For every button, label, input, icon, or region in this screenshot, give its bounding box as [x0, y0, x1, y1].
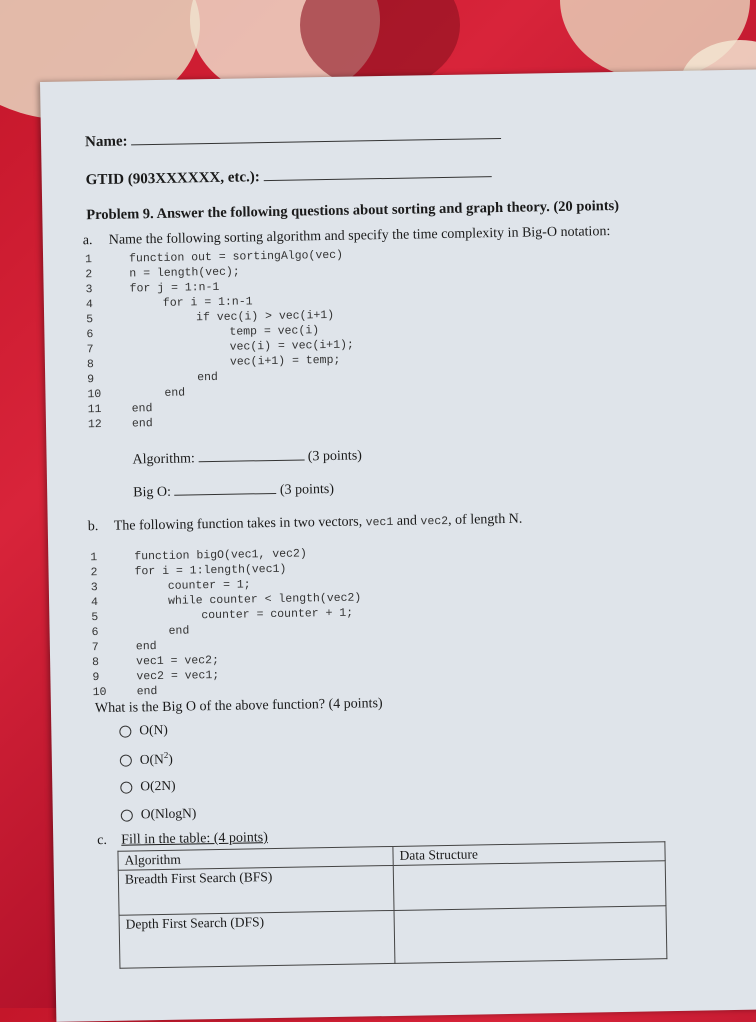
radio-circle-icon[interactable]	[120, 781, 132, 793]
code-line-number: 12	[87, 417, 102, 432]
code-line-number: 9	[87, 373, 95, 387]
code-line-number: 6	[91, 626, 99, 640]
code-line-number: 6	[86, 328, 94, 342]
name-label: Name:	[84, 133, 128, 151]
code-line-number: 3	[90, 581, 98, 595]
part-b-prompt-and: and	[396, 513, 418, 529]
table-header-algorithm: Algorithm	[118, 846, 393, 870]
fill-in-table	[117, 841, 667, 969]
table-header-data-structure: Data Structure	[393, 842, 665, 866]
bigo-row	[133, 478, 334, 502]
algorithm-points: (3 points)	[307, 448, 363, 465]
code-line: end	[135, 640, 157, 654]
option-label: O(N	[139, 751, 164, 767]
code-line: function out = sortingAlgo(vec)	[128, 248, 344, 266]
table-row	[119, 906, 667, 969]
code-line-number: 5	[91, 611, 99, 625]
name-blank[interactable]	[131, 124, 501, 145]
code-line-number: 2	[85, 268, 93, 282]
code-line-number: 1	[90, 551, 98, 565]
option-close-paren: )	[168, 751, 173, 767]
var-vec2: vec2	[420, 514, 449, 529]
radio-circle-icon[interactable]	[121, 809, 133, 821]
part-c-prompt: Fill in the table: (4 points)	[121, 830, 268, 848]
radio-circle-icon[interactable]	[119, 725, 131, 737]
code-line-number: 4	[90, 596, 99, 610]
option-o-nlogn[interactable]	[121, 805, 197, 822]
code-line-number: 1	[84, 253, 93, 267]
part-a-marker: a.	[82, 233, 93, 249]
code-line-number: 4	[85, 298, 93, 312]
table-cell-dfs: Depth First Search (DFS)	[119, 910, 395, 968]
algorithm-label: Algorithm:	[132, 451, 195, 468]
code-line: for j = 1:n-1	[129, 280, 220, 296]
code-line-number: 8	[92, 656, 100, 670]
code-line-number: 10	[87, 387, 102, 402]
code-line: end	[164, 386, 186, 400]
option-o-2n[interactable]	[120, 778, 176, 795]
code-line: vec2 = vec1;	[136, 668, 220, 684]
part-b-question: What is the Big O of the above function? (4 points)	[94, 696, 383, 717]
code-line-number: 5	[86, 313, 94, 327]
radio-circle-icon[interactable]	[120, 755, 132, 767]
var-vec1: vec1	[365, 515, 394, 530]
gtid-label: GTID (903XXXXXX, etc.):	[85, 169, 260, 189]
worksheet-paper	[40, 69, 756, 1022]
part-a-prompt: Name the following sorting algorithm and specify the time complexity in Big-O notation:	[108, 224, 611, 248]
bigo-label: Big O:	[133, 484, 172, 501]
code-line: n = length(vec);	[129, 265, 240, 281]
option-label: O(N)	[139, 721, 168, 738]
code-line-number: 11	[87, 402, 102, 417]
code-line: for i = 1:length(vec1)	[134, 562, 287, 579]
code-line: end	[197, 370, 219, 385]
code-line: temp = vec(i)	[229, 324, 320, 339]
part-b-marker: b.	[87, 519, 99, 535]
code-line: vec(i+1) = temp;	[229, 353, 341, 369]
table-cell-bfs: Breadth First Search (BFS)	[118, 865, 394, 915]
code-line: for i = 1:n-1	[162, 295, 253, 310]
code-line-number: 7	[86, 343, 94, 357]
code-line: if vec(i) > vec(i+1)	[196, 308, 335, 325]
table-cell-dfs-answer[interactable]	[394, 906, 667, 964]
algorithm-row	[132, 444, 362, 468]
part-b-prompt	[114, 512, 523, 535]
table-cell-bfs-answer[interactable]	[393, 861, 666, 911]
code-line: end	[131, 417, 153, 431]
option-o-n-squared[interactable]	[120, 750, 173, 768]
code-line: counter = counter + 1;	[201, 606, 354, 623]
code-line-number: 9	[92, 671, 100, 685]
code-line-number: 3	[85, 283, 93, 297]
code-line: vec1 = vec2;	[136, 653, 220, 669]
code-line: while counter < length(vec2)	[167, 591, 362, 608]
code-line-number: 8	[86, 358, 94, 372]
code-line-number: 10	[92, 685, 107, 700]
code-line-number: 7	[91, 641, 99, 655]
worksheet-content	[40, 69, 756, 1022]
option-label: O(NlogN)	[140, 805, 197, 822]
code-line: end	[168, 624, 190, 638]
code-line: end	[131, 402, 153, 416]
part-b-prompt-start: The following function takes in two vectors,	[113, 514, 363, 534]
gtid-blank[interactable]	[263, 162, 491, 181]
code-line: function bigO(vec1, vec2)	[134, 547, 307, 564]
code-line: vec(i) = vec(i+1);	[229, 338, 354, 354]
part-b-prompt-end: , of length N.	[447, 511, 523, 528]
part-c-marker: c.	[97, 832, 108, 849]
code-line-number: 2	[90, 566, 98, 580]
option-o-n[interactable]	[119, 722, 168, 739]
bigo-points: (3 points)	[279, 481, 335, 498]
code-line: end	[136, 685, 158, 699]
bigo-blank[interactable]	[174, 479, 276, 496]
option-label: O(2N)	[140, 777, 176, 794]
algorithm-blank[interactable]	[198, 445, 304, 462]
name-row	[85, 124, 502, 151]
gtid-row	[86, 162, 492, 189]
problem-title: Problem 9. Answer the following questions about sorting and graph theory. (20 points)	[86, 197, 620, 224]
option-exponent: 2	[163, 749, 169, 760]
code-line: counter = 1;	[167, 578, 251, 593]
